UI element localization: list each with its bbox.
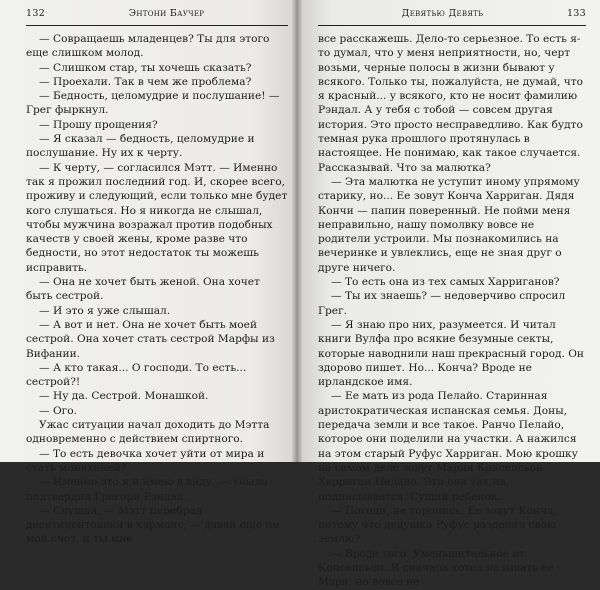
paragraph: — Погоди, не торопись. Ее зовут Конча, потому что дедушка Руфус разделил свою землю? xyxy=(318,504,557,546)
paragraph: — Слишком стар, ты хочешь сказать? xyxy=(39,61,252,74)
paragraph: — Совращаешь младенцев? Ты для этого еще слишком молод. xyxy=(26,33,270,60)
left-running-head: Энтони Баучер xyxy=(128,8,205,19)
paragraph: — Ну да. Сестрой. Монашкой. xyxy=(39,390,209,403)
right-page-number: 133 xyxy=(566,8,586,19)
paragraph: — То есть она из тех самых Харриганов? xyxy=(331,276,560,289)
paragraph: все расскажешь. Дело-то серьезное. То есть я-то думал, что у меня неприятности, но, черт возьми, черные полосы в жизни бывают у всякого. Только ты, пожалуйста, не думай, что я красный... у всякого, кто не носит фамилию Рэндал. А у тебя с тобой — совсем другая история. Это просто несправедливо. Как будто темная рука прошлого протянулась в настоящее. Не понимаю, как такое случается. Рассказывай. Что за малютка? xyxy=(318,33,583,174)
paragraph: — Проехали. Так в чем же проблема? xyxy=(39,75,252,88)
right-header-rule xyxy=(318,25,586,26)
right-page-text xyxy=(318,32,586,590)
left-header-rule xyxy=(26,25,288,26)
left-page-text xyxy=(26,32,288,547)
paragraph: — Эта малютка не уступит иному упрямому старику, но... Ее зовут Конча Харриган. Дядя Кончи — папин поверенный. Не пойми меня неправильно, нашу помолвку вовсе не родители устроили. Мы познакомились на вечеринке и увлеклись, еще не зная друг о друге ничего. xyxy=(318,175,580,274)
paragraph: — К черту, — согласился Мэтт. — Именно так я прожил последний год. И, скорее всего, проживу и следующий, если только мне будет кого слушаться. Но я никогда не слышал, чтобы мужчина возражал против подобных качеств у своей жены, кроме разве что бедности, но этот недостаток ты можешь исправить. xyxy=(26,161,288,274)
paragraph: — Слушай, — Мэтт перебрал десятицентовики в карманс, — давай еще по мой счет, и ты мне xyxy=(26,504,279,546)
paragraph: — Ты их знаешь? — недоверчиво спросил Грег. xyxy=(318,290,566,317)
paragraph: — А вот и нет. Она не хочет быть моей сестрой. Она хочет стать сестрой Марфы из Вифании. xyxy=(26,318,275,360)
paragraph: — Вроде того. Уменьшительное от Консепсьон. Я сначала хотел называть ее Мэри, но вовсе не xyxy=(318,547,554,589)
paragraph: — То есть девочка хочет уйти от мира и стать монахиней? xyxy=(26,447,265,474)
paragraph: — Я сказал — бедность, целомудрие и послушание. Ну их к черту. xyxy=(26,133,255,160)
paragraph: — Ого. xyxy=(39,404,77,417)
right-page xyxy=(296,0,600,589)
paragraph: — Именно это я и имею в виду, — уныло подтвердил Грегори Рэндал. xyxy=(26,476,268,503)
paragraph: — А кто такая... О господи. То есть... сестрой?! xyxy=(26,361,247,389)
right-running-head: Девятью Девять xyxy=(401,8,484,19)
paragraph: — Я знаю про них, разумеется. И читал книги Вулфа про всякие безумные секты, которые наводнили наш прекрасный город. Он здорово пишет. Но... Конча? Вроде не ирландское имя. xyxy=(318,318,584,389)
paragraph: — И это я уже слышал. xyxy=(39,304,171,317)
left-page xyxy=(0,0,296,546)
book-gutter xyxy=(292,0,302,462)
paragraph: Ужас ситуации начал доходить до Мэтта одновременно с действием спиртного. xyxy=(26,419,270,446)
paragraph: — Ее мать из рода Пелайо. Старинная аристократическая испанская семья. Доны, передача земли и все такое. Ранчо Пелайо, которое они поделили на участки. А нажился на этом старый Руфус Харриган. Мою крошку на самом деле зовут Мария Консепсьон Харриган Пелайо. Это она так на подписывается. Сущий ребенок. xyxy=(318,390,578,503)
paragraph: — Бедность, целомудрие и послушание! — Грег фыркнул. xyxy=(26,90,280,117)
paragraph: — Прошу прощения? xyxy=(39,118,158,131)
left-page-number: 132 xyxy=(26,8,46,19)
paragraph: — Она не хочет быть женой. Она хочет быть сестрой. xyxy=(26,276,260,303)
